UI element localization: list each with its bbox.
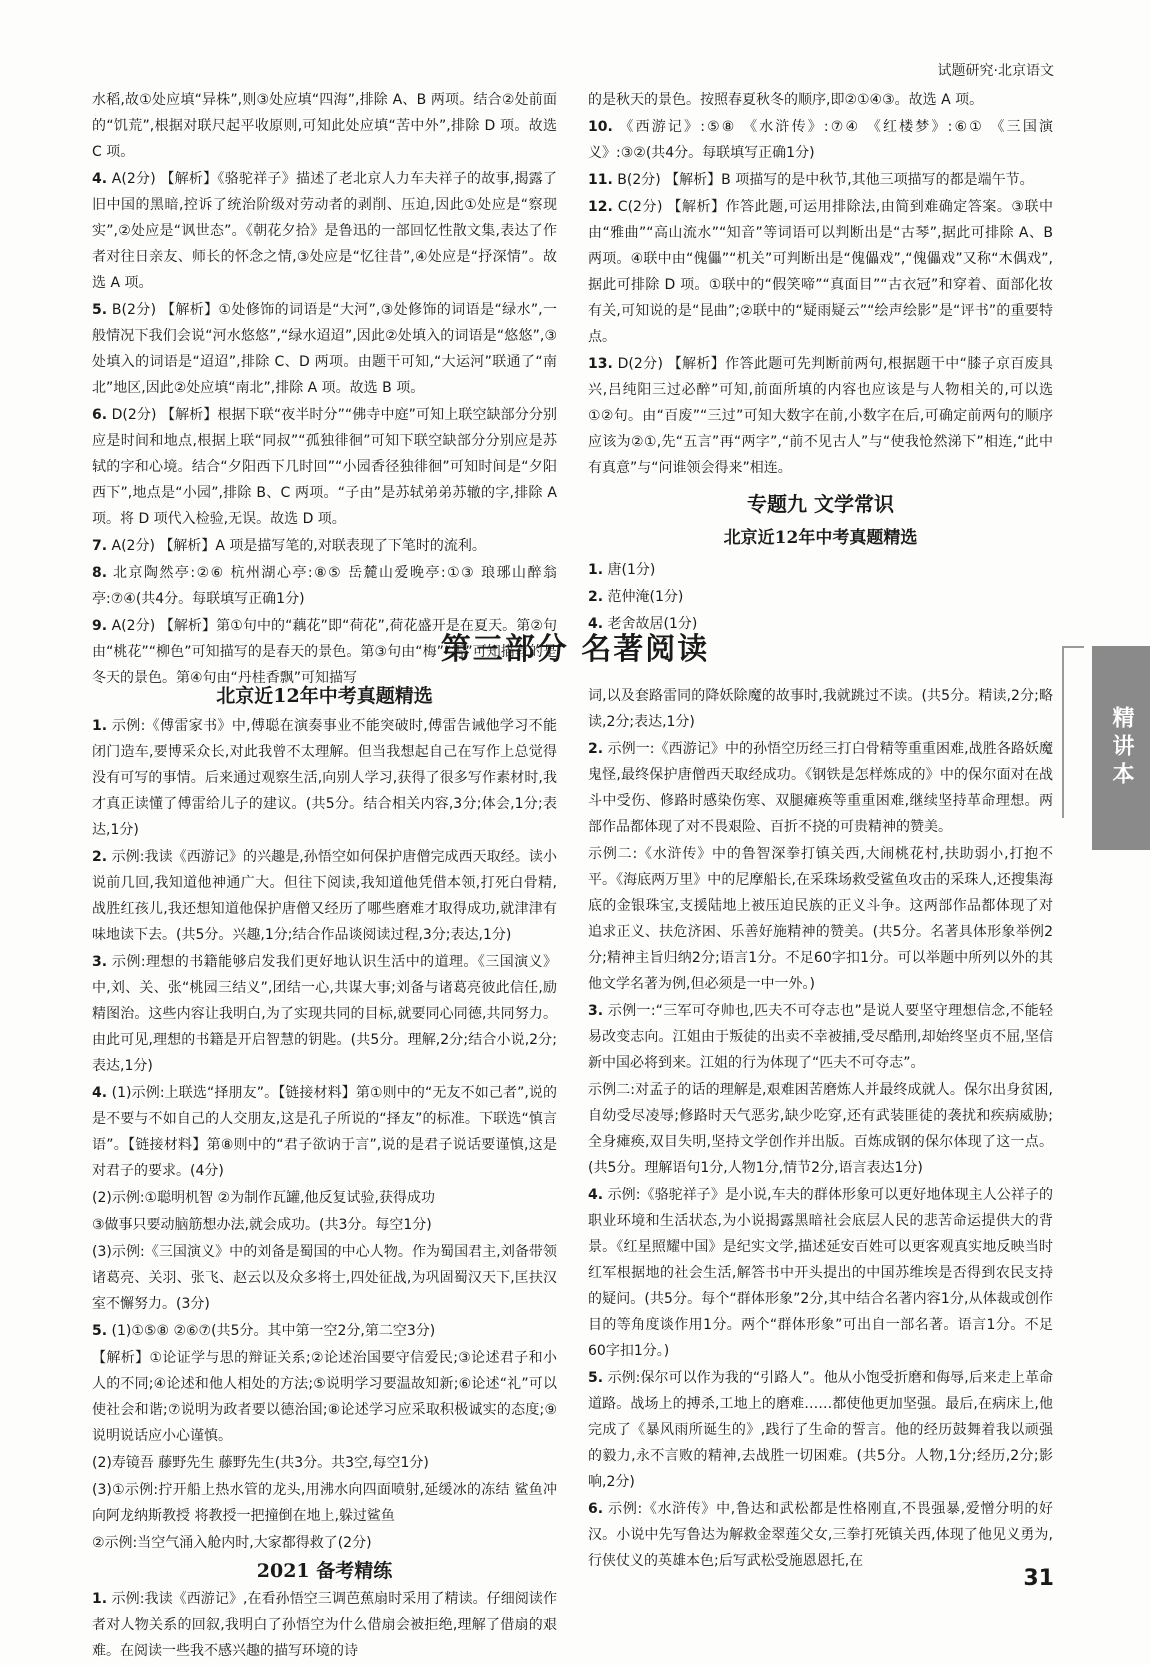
item-text: 《西游记》:⑤⑧ 《水浒传》:⑦④ 《红楼梦》:⑥① 《三国演义》:③②(共4分。每联填写正确1分) xyxy=(588,119,1053,161)
item-text: 老舍故居(1分) xyxy=(607,616,698,632)
page-number: 31 xyxy=(1023,1566,1054,1591)
item-text: 北京陶然亭:②⑥ 杭州湖心亭:⑧⑤ 岳麓山爱晚亭:①③ 琅琊山醉翁亭:⑦④(共4分。每联填写正确1分) xyxy=(92,565,558,607)
item-number: 9. xyxy=(92,618,108,634)
item-number: 2. xyxy=(588,589,604,605)
item-number: 2. xyxy=(588,741,604,757)
item-text: (3)①示例:拧开船上热水管的龙头,用沸水向四面喷射,延缓冰的冻结 鲨鱼冲向阿龙纳斯教授 将教授一把撞倒在地上,躲过鲨鱼 xyxy=(92,1482,557,1524)
answer-item xyxy=(588,1182,1053,1364)
answer-item xyxy=(588,1496,1053,1574)
item-text: 示例一:“三军可夺帅也,匹夫不可夺志也”是说人要坚守理想信念,不能轻易改变志向。江姐由于叛徒的出卖不幸被捕,受尽酷刑,却始终坚贞不屈,坚信新中国必将到来。江姐的行为体现了“匹夫不可夺志”。 xyxy=(588,1003,1053,1071)
answer-item xyxy=(588,1077,1053,1181)
item-text: A(2分) 【解析】《骆驼祥子》描述了老北京人力车夫祥子的故事,揭露了旧中国的黑暗,控诉了统治阶级对劳动者的剥削、压迫,因此①处应是“察现实”,②处应是“讽世态”。《朝花夕拾》是鲁迅的一部回忆性散文集,表达了作者对往日亲友、师长的怀念之情,③处应是“忆往昔”,④处应是“抒深情”。故选 A 项。 xyxy=(92,171,558,291)
item-text: 范仲淹(1分) xyxy=(607,589,684,605)
item-text: 示例:《傅雷家书》中,傅聪在演奏事业不能突破时,傅雷告诫他学习不能闭门造车,要博采众长,对此我曾不太理解。但当我想起自己在写作上总觉得没有可写的事情。后来通过观察生活,向别人学习,获得了很多写作素材时,我才真正读懂了傅雷给儿子的建议。(共5分。结合相关内容,3分;体会,1分;表达,1分) xyxy=(92,718,557,838)
answer-list-left-bottom xyxy=(92,713,557,1556)
item-number: 6. xyxy=(588,1501,604,1517)
item-number: 1. xyxy=(588,562,604,578)
item-number: 5. xyxy=(92,1323,108,1339)
answer-item xyxy=(588,841,1053,997)
answer-item xyxy=(92,1477,557,1529)
item-text: 唐(1分) xyxy=(607,562,656,578)
answer-item xyxy=(92,1185,557,1211)
item-number: 5. xyxy=(92,302,108,318)
right-column-top xyxy=(588,87,1053,638)
section-9-title: 专题九 文学常识 xyxy=(747,492,894,516)
item-text: 示例:我读《西游记》,在看孙悟空三调芭蕉扇时采用了精读。仔细阅读作者对人物关系的回叙,我明白了孙悟空为什么借扇会被拒绝,理解了借扇的艰难。在阅读一些我不感兴趣的描写环境的诗 xyxy=(92,1591,558,1659)
part-3-title: 第三部分 名著阅读 xyxy=(440,632,710,667)
item-text: (2)示例:①聪明机智 ②为制作瓦罐,他反复试验,获得成功 xyxy=(92,1190,435,1206)
item-number: 1. xyxy=(92,718,108,734)
tab-bracket xyxy=(1062,646,1084,818)
answer-item xyxy=(588,114,1053,166)
answer-item xyxy=(588,1365,1053,1495)
item-text: 示例:我读《西游记》的兴趣是,孙悟空如何保护唐僧完成西天取经。读小说前几回,我知道他神通广大。但往下阅读,我知道他凭借本领,打死白骨精,战胜红孩儿,我还想知道他保护唐僧又经历了哪些磨难才取得成功,就津津有味地读下去。(共5分。兴趣,1分;结合作品谈阅读过程,3分;表达,1分) xyxy=(92,849,558,943)
item-number: 2. xyxy=(92,849,108,865)
answer-item xyxy=(92,87,557,165)
answer-item xyxy=(588,87,1053,113)
item-number: 4. xyxy=(588,1187,604,1203)
item-text: (3)示例:《三国演义》中的刘备是蜀国的中心人物。作为蜀国君主,刘备带领诸葛亮、关羽、张飞、赵云以及众多将士,四处征战,为巩固蜀汉天下,匡扶汉室不懈努力。(3分) xyxy=(92,1244,557,1312)
item-number: 3. xyxy=(588,1003,604,1019)
item-number: 11. xyxy=(588,172,613,188)
answer-item xyxy=(92,1318,557,1344)
item-text: D(2分) 【解析】作答此题可先判断前两句,根据题干中“膝子京百废具兴,吕纯阳三过必醉”可知,前面所填的内容也应该是与人物相关的,可以选①②句。由“百废”“三过”可知大数字在前,小数字在后,可确定前两句的顺序应该为②①,先“五言”再“两字”,“前不见古人”与“使我怆然涕下”相连,“此中有真意”与“问谁领会得来”相连。 xyxy=(588,356,1054,476)
item-text: (1)示例:上联选“择朋友”。【链接材料】第①则中的“无友不如己者”,说的是不要与不如自己的人交朋友,这是孔子所说的“择友”的标准。下联选“慎言语”。【链接材料】第⑧则中的“君子欲讷于言”,说的是君子说话要谨慎,这是对君子的要求。(4分) xyxy=(92,1085,558,1179)
answer-item xyxy=(92,560,557,612)
answer-item xyxy=(588,557,1053,583)
answer-list-right-top xyxy=(588,87,1053,481)
answer-item xyxy=(92,1450,557,1476)
section-9-answers xyxy=(588,557,1053,637)
answer-item xyxy=(92,1345,557,1449)
answer-item xyxy=(588,584,1053,610)
item-text: 【解析】①论证学与思的辩证关系;②论述治国要守信爱民;③论述君子和小人的不同;④论述和他人相处的方法;⑤说明学习要温故知新;⑥论述“礼”可以使社会和谐;⑦说明为政者要以德治国;⑧论述学习应采取积极诚实的态度;⑨说明说话应小心谨慎。 xyxy=(92,1350,557,1444)
section-9-subtitle: 北京近12年中考真题精选 xyxy=(723,528,918,548)
item-number: 13. xyxy=(588,356,613,372)
answer-item xyxy=(92,297,557,401)
item-text: D(2分) 【解析】根据下联“夜半时分”“佛寺中庭”可知上联空缺部分分别应是时间和地点,根据上联“同叔”“孤独徘徊”可知下联空缺部分分别应是苏轼的字和心境。结合“夕阳西下几时回”“小园香径独徘徊”可知时间是“夕阳西下”,地点是“小园”,排除 B、C 两项。“子由”是苏轼弟弟苏辙的字,排除 A 项。将 D 项代入检验,无误。故选 D 项。 xyxy=(92,407,557,527)
answer-item xyxy=(588,998,1053,1076)
item-text: 水稻,故①处应填“异株”,则③处应填“四海”,排除 A、B 两项。结合②处前面的“饥荒”,根据对联尺起平收原则,可知此处应填“苦中外”,排除 D 项。故选 C 项。 xyxy=(92,92,557,160)
answer-item xyxy=(92,1212,557,1238)
answer-item xyxy=(588,683,1053,735)
item-number: 1. xyxy=(92,1591,108,1607)
item-number: 7. xyxy=(92,538,108,554)
part-3-subtitle: 北京近12年中考真题精选 xyxy=(216,685,433,707)
item-text: 的是秋天的景色。按照春夏秋冬的顺序,即②①④③。故选 A 项。 xyxy=(588,92,984,108)
prep-answers xyxy=(92,1586,557,1664)
side-tab-label: 精讲本 xyxy=(1092,646,1150,850)
answer-item xyxy=(588,167,1053,193)
item-text: 示例一:《西游记》中的孙悟空历经三打白骨精等重重困难,战胜各路妖魔鬼怪,最终保护唐僧西天取经成功。《钢铁是怎样炼成的》中的保尔面对在战斗中受伤、修路时感染伤寒、双腿瘫痪等重重困难,继续坚持革命理想。两部作品都体现了对不畏艰险、百折不挠的可贵精神的赞美。 xyxy=(588,741,1054,835)
answer-item xyxy=(92,533,557,559)
prep-section-title: 2021 备考精练 xyxy=(256,1560,393,1582)
item-text: A(2分) 【解析】A 项是描写笔的,对联表现了下笔时的流利。 xyxy=(111,538,486,554)
item-number: 5. xyxy=(588,1370,604,1386)
left-column-bottom xyxy=(92,683,557,1665)
answer-item xyxy=(92,166,557,296)
item-text: 示例:《骆驼祥子》是小说,车夫的群体形象可以更好地体现主人公祥子的职业环境和生活状态,为小说揭露黑暗社会底层人民的悲苦命运提供大的背景。《红星照耀中国》是纪实文学,描述延安百姓可以更客观真实地反映当时红军根据地的社会生活,解答书中开头提出的中国苏维埃是否得到农民支持的疑问。(共5分。每个“群体形象”2分,其中结合名著内容1分,从体裁或创作目的等角度谈作用1分。两个“群体形象”可出自一部名著。语言1分。不足60字扣1分。) xyxy=(588,1187,1054,1359)
answer-item xyxy=(92,402,557,532)
running-header: 试题研究·北京语文 xyxy=(937,63,1054,79)
answer-item xyxy=(92,949,557,1079)
item-number: 4. xyxy=(92,171,108,187)
answer-item xyxy=(92,1530,557,1556)
item-text: 示例:《水浒传》中,鲁达和武松都是性格刚直,不畏强暴,爱憎分明的好汉。小说中先写鲁达为解救金翠莲父女,三拳打死镇关西,体现了他见义勇为,行侠仗义的英雄本色;后写武松受施恩恩托,在 xyxy=(588,1501,1053,1569)
item-number: 4. xyxy=(588,616,604,632)
item-text: 示例:保尔可以作为我的“引路人”。他从小饱受折磨和侮辱,后来走上革命道路。战场上的搏杀,工地上的磨难……都使他更加坚强。最后,在病床上,他完成了《暴风雨所诞生的》,践行了生命的誓言。他的经历鼓舞着我以顽强的毅力,永不言败的精神,去战胜一切困难。(共5分。人物,1分;经历,2分;影响,2分) xyxy=(588,1370,1054,1490)
answer-item xyxy=(92,844,557,948)
item-number: 10. xyxy=(588,119,613,135)
answer-item xyxy=(588,351,1053,481)
item-text: ③做事只要动脑筋想办法,就会成功。(共3分。每空1分) xyxy=(92,1217,432,1233)
item-text: B(2分) 【解析】B 项描写的是中秋节,其他三项描写的都是端午节。 xyxy=(617,172,1034,188)
item-number: 6. xyxy=(92,407,108,423)
item-number: 4. xyxy=(92,1085,108,1101)
answer-item xyxy=(92,1080,557,1184)
answer-item xyxy=(92,1586,557,1664)
item-text: ②示例:当空气涌入舱内时,大家都得救了(2分) xyxy=(92,1535,372,1551)
answer-item xyxy=(588,736,1053,840)
item-text: 示例二:对孟子的话的理解是,艰难困苦磨炼人并最终成就人。保尔出身贫困,自幼受尽凌辱;修路时天气恶劣,缺少吃穿,还有武装匪徒的袭扰和疾病威胁;全身瘫痪,双目失明,坚持文学创作并出版。百炼成钢的保尔体现了这一点。(共5分。理解语句1分,人物1分,情节2分,语言表达1分) xyxy=(588,1082,1053,1176)
item-text: (2)寿镜吾 藤野先生 藤野先生(共3分。共3空,每空1分) xyxy=(92,1455,429,1471)
item-text: 词,以及套路雷同的降妖除魔的故事时,我就跳过不读。(共5分。精读,2分;略读,2分;表达,1分) xyxy=(588,688,1053,730)
answer-item xyxy=(588,194,1053,350)
item-text: 示例:理想的书籍能够启发我们更好地认识生活中的道理。《三国演义》中,刘、关、张“桃园三结义”,团结一心,共谋大事;刘备与诸葛亮彼此信任,励精图治。这些内容让我明白,为了实现共同的目标,就要同心同德,共同努力。由此可见,理想的书籍是开启智慧的钥匙。(共5分。理解,2分;结合小说,2分;表达,1分) xyxy=(92,954,558,1074)
left-column-top xyxy=(92,87,557,692)
right-column-bottom xyxy=(588,683,1053,1575)
item-text: C(2分) 【解析】作答此题,可运用排除法,由简到难确定答案。③联中由“雅曲”“高山流水”“知音”等词语可以判断出是“古琴”,据此可排除 A、B 两项。④联中由“傀儡”“机关”可判断出是“傀儡戏”,“傀儡戏”又称“木偶戏”,据此可排除 D 项。①联中的“假笑啼”“真面目”“古衣冠”和穿着、面部化妆有关,可知说的是“昆曲”;②联中的“疑雨疑云”“绘声绘影”是“评书”的重要特点。 xyxy=(588,199,1053,345)
item-text: 示例二:《水浒传》中的鲁智深拳打镇关西,大闹桃花村,扶助弱小,打抱不平。《海底两万里》中的尼摩船长,在采珠场救受鲨鱼攻击的采珠人,还搜集海底的金银珠宝,支援陆地上被压迫民族的正义斗争。这两部作品都体现了对追求正义、扶危济困、乐善好施精神的赞美。(共5分。名著具体形象举例2分;精神主旨归纳2分;语言1分。不足60字扣1分。可以举题中所列以外的其他文学名著为例,但必须是一中一外。) xyxy=(588,846,1053,992)
item-number: 12. xyxy=(588,199,613,215)
item-text: B(2分) 【解析】①处修饰的词语是“大河”,③处修饰的词语是“绿水”,一般情况下我们会说“河水悠悠”,“绿水迢迢”,因此②处填入的词语是“悠悠”,③处填入的词语是“迢迢”,排除 C、D 两项。由题干可知,“大运河”联通了“南北”地区,因此②处应填“南北”,排除 A 项。故选 B 项。 xyxy=(92,302,557,396)
item-text: (1)①⑤⑧ ②⑥⑦(共5分。其中第一空2分,第二空3分) xyxy=(111,1323,436,1339)
item-number: 3. xyxy=(92,954,108,970)
item-number: 8. xyxy=(92,565,108,581)
item-text: A(2分) 【解析】第①句中的“藕花”即“荷花”,荷花盛开是在夏天。第②句由“桃花”“柳色”可知描写的是春天的景色。第③句由“梅”“雪”可知描写的是冬天的景色。第④句由“丹桂香飘”可知描写 xyxy=(92,618,557,686)
answer-item xyxy=(92,1239,557,1317)
answer-item xyxy=(92,713,557,843)
